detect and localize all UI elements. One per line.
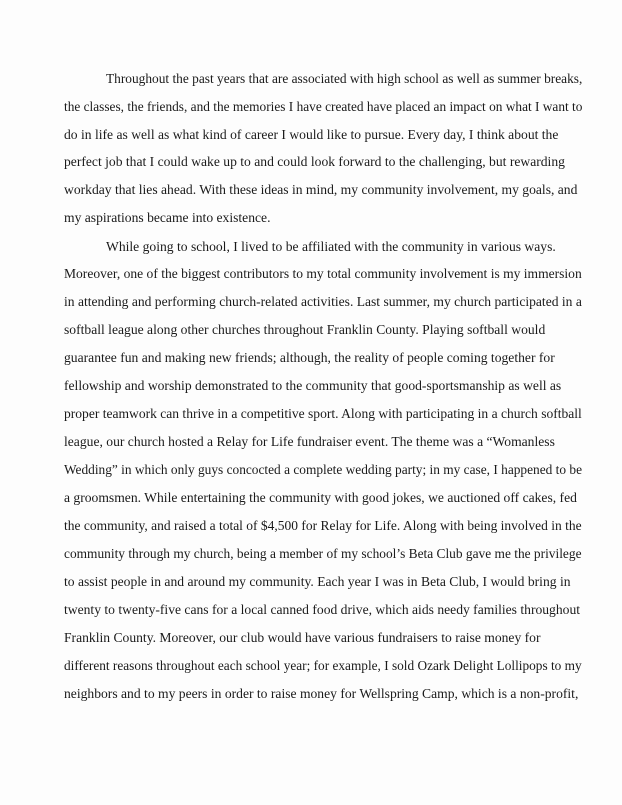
paragraph-1-line-5: workday that lies ahead. With these ideas in mind, my community involvement, my goals, and (64, 182, 578, 197)
paragraph-2-line-17: neighbors and to my peers in order to raise money for Wellspring Camp, which is a non-profit, (64, 686, 579, 701)
paragraph-2-line-9: Wedding” in which only guys concocted a complete wedding party; in my case, I happened to be (64, 462, 583, 477)
paragraph-2-line-4: softball league along other churches throughout Franklin County. Playing softball would (64, 322, 546, 337)
paragraph-2-line-14: twenty to twenty-five cans for a local canned food drive, which aids needy families throughout (64, 602, 581, 617)
paragraph-2-line-13: to assist people in and around my community. Each year I was in Beta Club, I would bring in (64, 574, 571, 589)
paragraph-2-line-6: fellowship and worship demonstrated to the community that good-sportsmanship as well as (64, 378, 562, 393)
paragraph-2-line-12: community through my church, being a member of my school’s Beta Club gave me the privilege (64, 546, 582, 561)
paragraph-2-line-8: league, our church hosted a Relay for Life fundraiser event. The theme was a “Womanless (64, 434, 555, 449)
paragraph-2-line-11: the community, and raised a total of $4,500 for Relay for Life. Along with being involved in the (64, 518, 582, 533)
paragraph-2-line-1: While going to school, I lived to be affiliated with the community in various ways. (106, 239, 556, 254)
paragraph-2-line-16: different reasons throughout each school year; for example, I sold Ozark Delight Lollipops to my (64, 658, 582, 673)
paragraph-2-line-15: Franklin County. Moreover, our club would have various fundraisers to raise money for (64, 630, 541, 645)
paragraph-1-line-1: Throughout the past years that are associated with high school as well as summer breaks, (106, 71, 583, 86)
paragraph-1-line-6: my aspirations became into existence. (64, 210, 271, 225)
paragraph-2-line-2: Moreover, one of the biggest contributors to my total community involvement is my immersion (64, 266, 582, 281)
paragraph-1-line-4: perfect job that I could wake up to and could look forward to the challenging, but rewarding (64, 154, 565, 169)
paragraph-1-line-2: the classes, the friends, and the memories I have created have placed an impact on what I want to (64, 99, 583, 114)
paragraph-1-line-3: do in life as well as what kind of career I would like to pursue. Every day, I think about the (64, 127, 559, 142)
paragraph-2-line-5: guarantee fun and making new friends; although, the reality of people coming together for (64, 350, 555, 365)
paragraph-2-line-3: in attending and performing church-related activities. Last summer, my church participated in a (64, 294, 582, 309)
paragraph-2-line-7: proper teamwork can thrive in a competitive sport. Along with participating in a church softball (64, 406, 582, 421)
paragraph-2-line-10: a groomsmen. While entertaining the community with good jokes, we auctioned off cakes, fed (64, 490, 577, 505)
